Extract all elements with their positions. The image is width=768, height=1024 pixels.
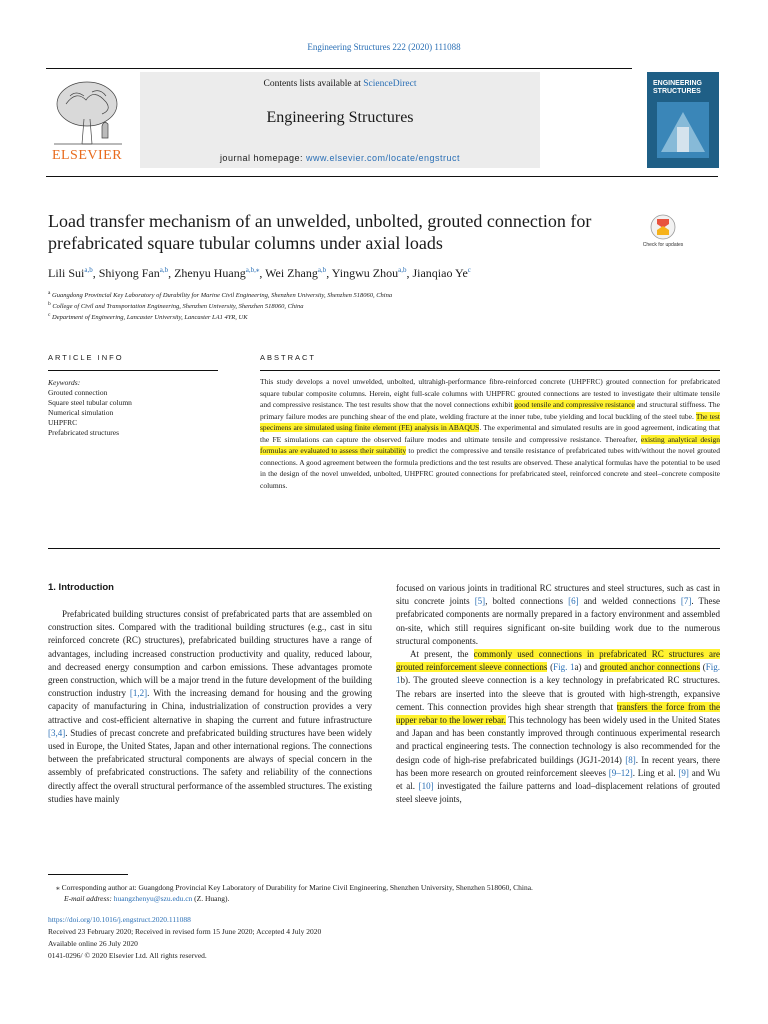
article-title (48, 210, 628, 254)
reference-link[interactable]: [9] (678, 767, 689, 778)
email-link[interactable]: huangzhenyu@szu.edu.cn (113, 894, 193, 903)
intro-text: , bolted connections (485, 596, 569, 607)
abstract-text (260, 376, 720, 491)
abstract-highlight: good tensile and compressive resistance (514, 400, 635, 409)
author-affiliation-mark[interactable]: a,b (398, 266, 407, 274)
affiliation-text: Department of Engineering, Lancaster University, Lancaster LA1 4YR, UK (52, 314, 248, 322)
intro-text: a) and (574, 662, 600, 673)
figure-link[interactable]: Fig. 1 (396, 662, 720, 686)
footnote-rule (48, 874, 128, 875)
abstract-rule (260, 370, 720, 371)
article-info-rule (48, 370, 218, 371)
footnote-mark: ⁎ (56, 883, 60, 892)
intro-text: . Studies of precast concrete and prefabricated building structures have been widely used in Europe, the United States, Japan and other international regions. The connections between the prefabricated structural components are always of special concern in the assembly of prefabricated constructions. The safety and reliability of the connections directly affect the overall structural performance of the assembled structures. The existing studies have mainly (48, 727, 372, 804)
publication-info (48, 914, 321, 962)
intro-text: This technology has been widely used in the United States and Japan and has been constantly improved through continuous experimental research and practical engineering tests. The connection technology is also recommended for the design code of high-rise prefabricated buildings (JGJ1-2014) (396, 715, 721, 765)
reference-link[interactable]: [1,2] (129, 688, 148, 699)
abstract-segment: to predict the compressive and tensile resistance of prefabricated tubes with/without the novel grouted connections. A good agreement between the formula predictions and the test results are observed. These analytical formulas have the potential to be used in the design of the novel unwelded, unbolted, UHPFRC grouted connections for prefabricated steel, reinforced concrete and steel–concrete composite columns. (260, 446, 720, 490)
homepage-label: journal homepage: (219, 153, 306, 163)
intro-text: . With the increasing demand for housing and the growing capacity of manufacturing in China, industrialization of construction provides a very attractive and cost-efficient alternative in shaping the current and future infrastructure (48, 688, 372, 725)
intro-text: At present, the (410, 649, 474, 660)
abstract-bottom-rule (48, 548, 720, 549)
intro-text: ( (700, 662, 706, 673)
intro-text: Prefabricated building structures consist of prefabricated parts that are assembled on construction sites. Compared with the traditional building structures (e.g., cast in situ reinforced concrete (RC) structures), prefabricated building structures have a range of advantages, including increased construction productivity and quality, reduced labour, and decreased energy consumption and carbon emissions. These advantages promote green construction, which will be a major trend in the future development of the building construction industry (48, 609, 372, 699)
available-online: Available online 26 July 2020 (48, 939, 138, 948)
introduction-heading: 1. Introduction (48, 582, 114, 593)
keywords-block (48, 378, 132, 438)
title-line-2: prefabricated square tubular columns under axial loads (48, 233, 443, 253)
keyword: Grouted connection (48, 388, 108, 397)
intro-text: ( (547, 662, 554, 673)
affiliation-text: Guangdong Provincial Key Laboratory of Durability for Marine Civil Engineering, Shenzhen University, Shenzhen 518060, China (52, 292, 393, 300)
cover-title-line1: ENGINEERING (653, 80, 703, 87)
intro-highlight: transfers the force from the upper rebar to the lower rebar. (396, 701, 720, 726)
doi-link[interactable]: https://doi.org/10.1016/j.engstruct.2020.111088 (48, 915, 191, 924)
author-affiliation-mark[interactable]: c (467, 266, 471, 274)
intro-text: . These prefabricated components are normally prepared in a factory environment and assembled on-site, which still requires significant on-site building work due to the numerous structural components. (396, 596, 721, 646)
intro-right-paragraph-1 (396, 582, 720, 648)
keyword: Prefabricated structures (48, 428, 120, 437)
keyword: Square steel tubular column (48, 398, 132, 407)
homepage-link[interactable]: www.elsevier.com/locate/engstruct (306, 153, 461, 163)
abstract-segment: and structural stiffness. The primary failure modes are punching shear of the end plate, welding fracture at the inner tube, tube yielding and local buckling of the steel tube. (260, 400, 721, 421)
contents-line (140, 79, 540, 89)
abstract-segment: This study develops a novel unwelded, unbolted, ultrahigh-performance fibre-reinforced concrete (UHPFRC) grouted connection for prefabricated square tubular composite columns. Herein, eight full-scale columns with UHPFRC grouted connections are tested to investigate their ultimate tensile and compressive resistance. The test results show that the novel connections exhibit (260, 377, 720, 409)
keywords-label: Keywords: (48, 378, 81, 387)
article-info-heading: ARTICLE INFO (48, 353, 124, 362)
author-name[interactable]: Wei Zhang (265, 266, 318, 280)
abstract-segment: . The experimental and simulated results are in good agreement, indicating that the FE simulations can capture the observed failure modes and ultimate tensile and compressive resistance. Thereafter, (260, 423, 721, 444)
header-rule (46, 68, 632, 69)
reference-link[interactable]: [10] (418, 781, 434, 792)
reference-link[interactable]: [9–12] (608, 767, 633, 778)
intro-highlight: commonly used connections in prefabricated RC structures are grouted reinforcement sleeve connections (396, 649, 720, 673)
author-affiliation-mark[interactable]: a,b (84, 266, 93, 274)
email-owner: (Z. Huang). (192, 894, 230, 903)
intro-text: b). The grouted sleeve connection is a key technology in prefabricated RC structures. The rebars are inserted into the sleeve that is grouted with high-strength, expansive cement. This connection provides high shear strength that (396, 675, 720, 712)
check-for-updates-badge[interactable] (642, 212, 684, 258)
journal-title: Engineering Structures (266, 109, 414, 126)
author-name[interactable]: Shiyong Fan (98, 266, 160, 280)
journal-homepage (140, 153, 540, 163)
cover-graphic (647, 72, 719, 168)
sciencedirect-link[interactable]: ScienceDirect (363, 79, 417, 89)
abstract-highlight: The test specimens are simulated using finite element (FE) analysis in ABAQUS (260, 411, 721, 432)
journal-citation[interactable]: Engineering Structures 222 (2020) 111088 (307, 42, 461, 52)
reference-link[interactable]: [6] (568, 596, 579, 607)
title-line-1: Load transfer mechanism of an unwelded, unbolted, grouted connection for (48, 211, 592, 231)
reference-link[interactable]: [7] (680, 596, 692, 607)
corresponding-author-footnote (48, 882, 728, 904)
intro-text: . Ling et al. (632, 767, 679, 778)
author-affiliation-mark[interactable]: a,b (317, 266, 327, 274)
reference-link[interactable]: [3,4] (48, 727, 66, 738)
author-name[interactable]: Zhenyu Huang (174, 266, 246, 280)
keyword: UHPFRC (48, 418, 78, 427)
received-dates: Received 23 February 2020; Received in revised form 15 June 2020; Accepted 4 July 2020 (48, 927, 322, 936)
intro-right-column (396, 582, 720, 806)
intro-text: and Wu et al. (396, 767, 720, 792)
copyright: 0141-0296/ © 2020 Elsevier Ltd. All rights reserved. (48, 951, 207, 960)
reference-link[interactable]: [8] (625, 754, 636, 765)
elsevier-wordmark: ELSEVIER (51, 148, 123, 163)
intro-highlight: grouted anchor connections (599, 662, 701, 673)
author-affiliation-mark[interactable]: a,b (159, 266, 169, 274)
cover-title-line2: STRUCTURES (653, 88, 701, 95)
intro-left-column (48, 608, 372, 806)
intro-text: . In recent years, there has been more research on grouted reinforcement sleeves (396, 754, 720, 778)
abstract-highlight: existing analytical design formulas are evaluated to assess their suitability (260, 434, 720, 455)
intro-right-paragraph-2 (396, 648, 720, 806)
abstract-heading: ABSTRACT (260, 353, 317, 362)
reference-link[interactable]: [5] (474, 596, 486, 607)
intro-text: focused on various joints in traditional RC structures and steel structures, such as cast in situ concrete joints (396, 583, 720, 607)
author-name[interactable]: Jianqiao Ye (412, 266, 468, 280)
affiliation-text: College of Civil and Transportation Engineering, Shenzhen University, Shenzhen 518060, China (52, 303, 304, 311)
journal-cover (647, 72, 719, 168)
footnote-text: Corresponding author at: Guangdong Provincial Key Laboratory of Durability for Marine Civil Engineering, Shenzhen University, Shenzhen 518060, China. (59, 883, 533, 892)
author-name[interactable]: Lili Sui (48, 266, 85, 280)
author-affiliation-mark[interactable]: a,b,⁎ (245, 266, 260, 274)
header-bottom-rule (46, 176, 718, 177)
email-label: E-mail address: (64, 894, 114, 903)
affiliation (48, 310, 248, 323)
affiliation-mark: b (48, 301, 51, 307)
contents-prefix: Contents lists available at (263, 79, 364, 89)
affiliation-mark: a (48, 290, 51, 296)
keyword: Numerical simulation (48, 408, 114, 417)
figure-link[interactable]: Fig. 1 (553, 662, 575, 673)
affiliation-mark: c (48, 312, 51, 318)
intro-text: investigated the failure patterns and load–displacement relations of grouted steel sleeve joints, (396, 781, 720, 805)
check-updates-text: Check for updates (642, 242, 684, 248)
author-list: Lili Sui$^{a,b}$, Shiyong Fan$^{a,b}$, Zhenyu Huang$^{a,b,⁎}$, Wei Zhang$^{a,b}$, Yingwu Zhou$^{a,b}$, Jianqiao Ye$^c$ (48, 266, 471, 280)
intro-text: and welded connections (578, 596, 681, 607)
author-name[interactable]: Yingwu Zhou (331, 266, 399, 280)
